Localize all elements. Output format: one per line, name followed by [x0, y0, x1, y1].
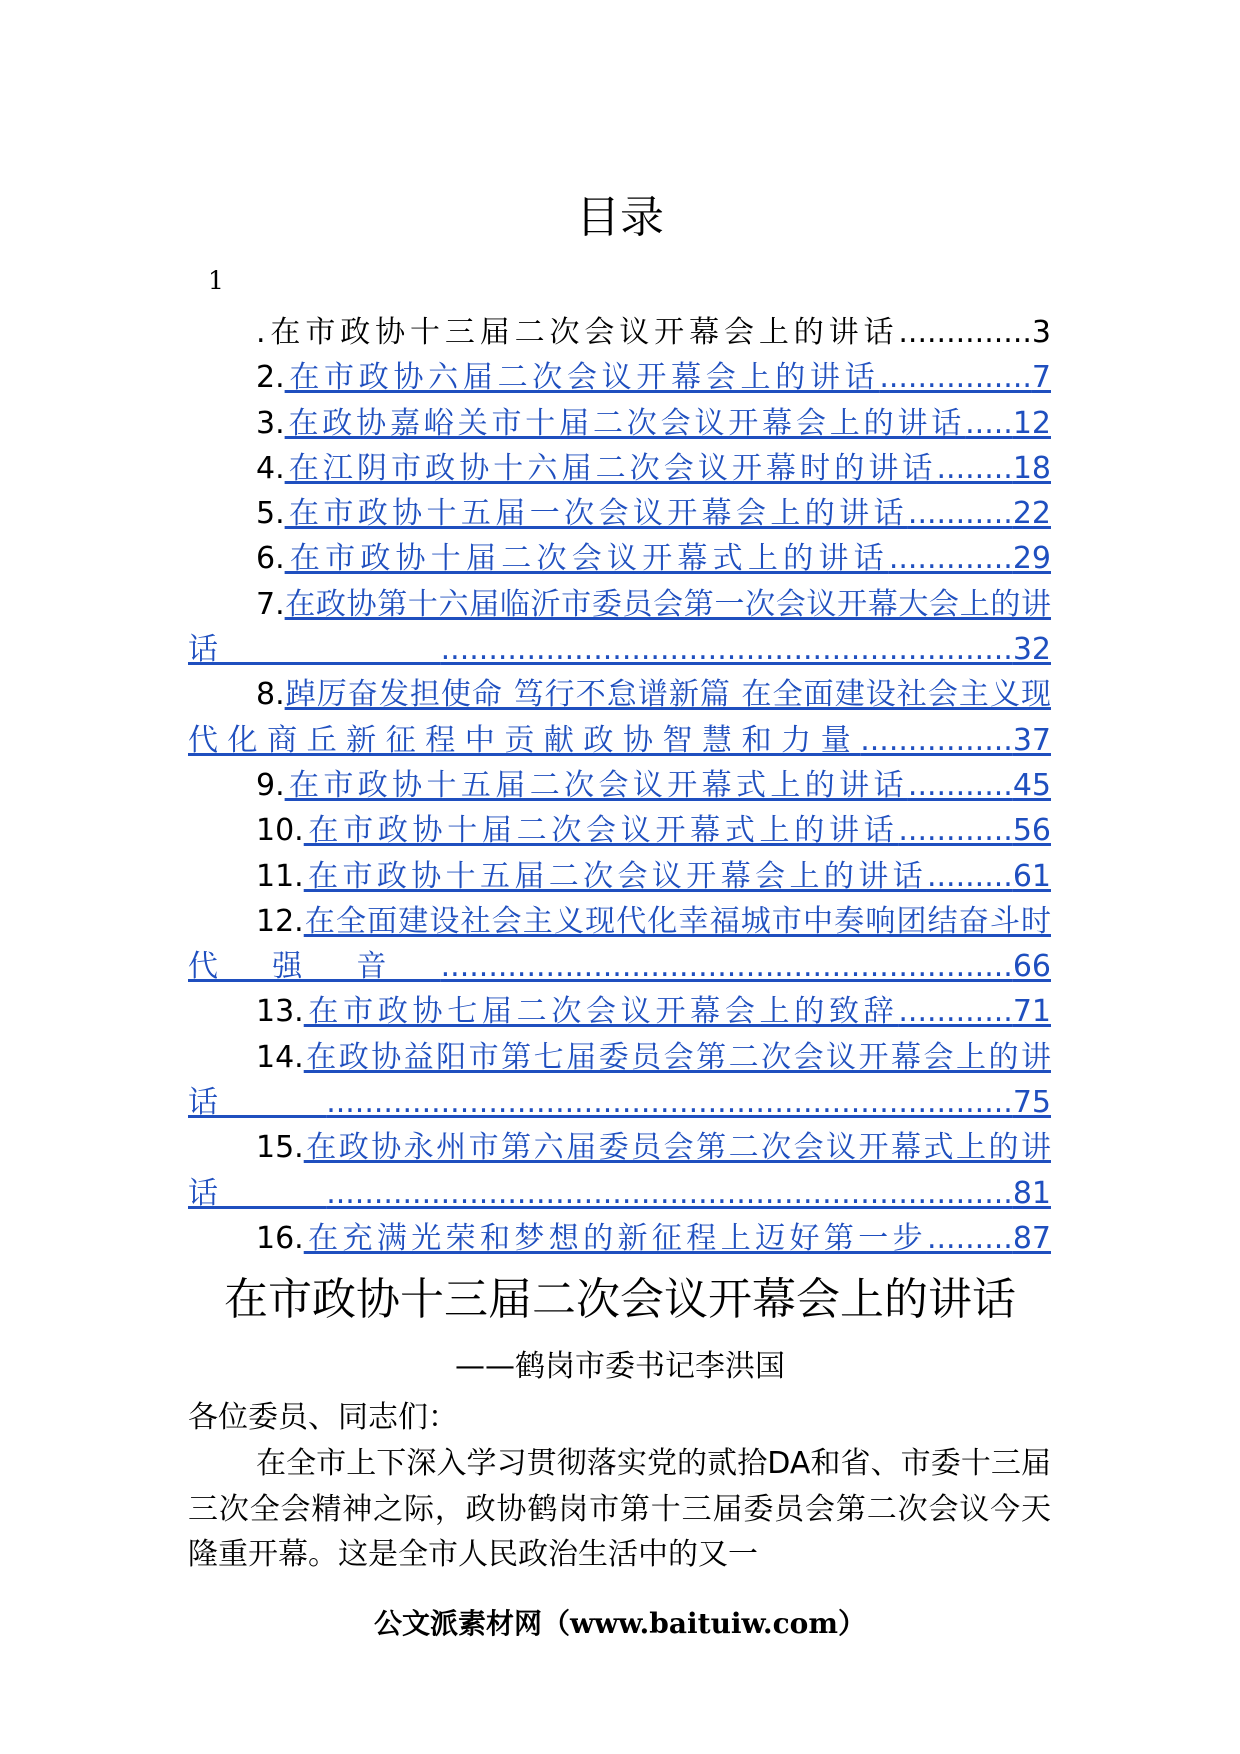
toc-entry-page: 81	[1012, 1175, 1051, 1211]
toc-entry-number: 16.	[256, 1220, 304, 1256]
toc-entry-page: 22	[1012, 496, 1051, 532]
toc-entry-link[interactable]	[285, 768, 1051, 803]
toc-entry[interactable]	[188, 582, 1051, 673]
toc-entry-title: 在政协第十六届临沂市委员会第一次会议开幕大会上的讲话	[188, 586, 1051, 668]
toc-entry-leader: .....	[965, 405, 1013, 441]
toc-entry[interactable]	[188, 446, 1051, 491]
toc-entry-page: 12	[1012, 405, 1051, 441]
toc-entry-page: 3	[1031, 315, 1051, 350]
toc-entry[interactable]	[188, 899, 1051, 990]
toc-entry-title: 在全面建设社会主义现代化幸福城市中奏响团结奋斗时代强音	[188, 903, 1051, 985]
toc-entry-link[interactable]	[285, 451, 1051, 486]
toc-entry	[188, 310, 1051, 355]
toc-entry-title: 在市政协六届二次会议开幕会上的讲话	[284, 360, 880, 396]
toc-entry-number: 11.	[256, 858, 304, 894]
toc-entry-title: 在市政协十届二次会议开幕式上的讲话	[303, 813, 899, 849]
toc-entry-leader: ................	[860, 722, 1013, 758]
toc-marker: 1	[208, 266, 224, 295]
salutation: 各位委员、同志们：	[188, 1400, 458, 1435]
toc-entry-title: 在市政协十届二次会议开幕式上的讲话	[284, 541, 889, 577]
toc-entry-title: 在市政协十五届一次会议开幕会上的讲话	[284, 496, 908, 532]
toc-entry-page: 61	[1012, 858, 1051, 894]
article-title: 在市政协十三届二次会议开幕会上的讲话	[224, 1274, 1016, 1325]
toc-entry-leader: .........	[926, 858, 1013, 894]
toc-entry-link[interactable]	[304, 813, 1051, 848]
toc-entry-link[interactable]	[304, 1221, 1051, 1256]
toc-entry-number: 13.	[256, 994, 304, 1030]
toc-entry-title: 在市政协七届二次会议开幕会上的致辞	[303, 994, 899, 1030]
toc-entry-page: 75	[1012, 1085, 1051, 1121]
toc-entry-number: 14.	[256, 1039, 304, 1075]
toc-entry-number: 6.	[256, 541, 285, 577]
toc-entry-leader: .........	[926, 1220, 1013, 1256]
toc-entry-title: 在江阴市政协十六届二次会议开幕时的讲话	[284, 450, 937, 486]
toc-entry-page: 7	[1031, 360, 1051, 396]
toc-entry-number: 2.	[256, 360, 285, 396]
toc-entry[interactable]	[188, 1125, 1051, 1216]
toc-entry-page: 32	[1012, 632, 1051, 668]
toc-entry[interactable]	[188, 854, 1051, 899]
toc-entry-leader: ........................................................................	[326, 1175, 1013, 1211]
toc-entry-number: 8.	[256, 677, 285, 713]
toc-entry-title: 在政协嘉峪关市十届二次会议开幕会上的讲话	[284, 405, 966, 441]
toc-entry-leader: ........	[936, 450, 1013, 486]
toc-entry-page: 87	[1012, 1220, 1051, 1256]
toc-entry-number: 9.	[256, 767, 285, 803]
toc-entry[interactable]	[188, 989, 1051, 1034]
toc-entry[interactable]	[188, 491, 1051, 536]
toc-entry-link[interactable]	[304, 859, 1051, 894]
toc-entry[interactable]	[188, 1035, 1051, 1126]
toc-entry[interactable]	[188, 763, 1051, 808]
table-of-contents	[188, 310, 1051, 1261]
toc-entry-link[interactable]	[285, 541, 1051, 576]
toc-entry-number: 4.	[256, 450, 285, 486]
toc-entry-page: 66	[1012, 949, 1051, 985]
toc-entry-link[interactable]	[188, 1130, 1051, 1210]
toc-entry-text	[266, 315, 1051, 350]
toc-entry-page: 71	[1012, 994, 1051, 1030]
toc-entry[interactable]	[188, 1216, 1051, 1261]
toc-entry-link[interactable]	[188, 677, 1051, 757]
toc-entry-page: 29	[1012, 541, 1051, 577]
toc-entry-link[interactable]	[285, 406, 1051, 441]
toc-entry-page: 56	[1012, 813, 1051, 849]
toc-entry[interactable]	[188, 808, 1051, 853]
toc-entry-number: 5.	[256, 496, 285, 532]
toc-entry[interactable]	[188, 401, 1051, 446]
toc-entry-link[interactable]	[188, 1040, 1051, 1120]
toc-entry-page: 45	[1012, 767, 1051, 803]
toc-entry[interactable]	[188, 536, 1051, 581]
toc-entry-leader: ..............	[898, 315, 1032, 350]
toc-entry-leader: .............	[888, 541, 1013, 577]
toc-entry-number: .	[256, 315, 266, 350]
toc-entry-leader: ................	[879, 360, 1032, 396]
toc-entry[interactable]	[188, 672, 1051, 763]
toc-title: 目录	[576, 192, 664, 243]
toc-entry-leader: ............	[898, 994, 1013, 1030]
toc-entry-title: 在政协益阳市第七届委员会第二次会议开幕会上的讲话	[188, 1039, 1051, 1121]
toc-entry-link[interactable]	[285, 496, 1051, 531]
toc-entry-number: 10.	[256, 813, 304, 849]
toc-entry-leader: ........................................................................	[326, 1085, 1013, 1121]
toc-entry-title: 在充满光荣和梦想的新征程上迈好第一步	[303, 1220, 927, 1256]
article-subtitle: ——鹤岗市委书记李洪国	[455, 1349, 785, 1384]
toc-entry-title: 在市政协十五届二次会议开幕式上的讲话	[284, 767, 908, 803]
toc-entry-title: 在市政协十三届二次会议开幕会上的讲话	[265, 315, 899, 350]
toc-entry-title: 踔厉奋发担使命 笃行不怠谱新篇 在全面建设社会主义现代化商丘新征程中贡献政协智慧和力量	[188, 677, 1051, 758]
footer-watermark: 公文派素材网（www.baituiw.com）	[374, 1607, 866, 1640]
toc-entry-leader: ............................................................	[440, 632, 1013, 668]
toc-entry-link[interactable]	[304, 994, 1051, 1029]
toc-entry-title: 在政协永州市第六届委员会第二次会议开幕式上的讲话	[188, 1130, 1051, 1211]
toc-entry-link[interactable]	[188, 904, 1051, 984]
toc-entry-number: 7.	[256, 586, 285, 622]
toc-entry-title: 在市政协十五届二次会议开幕会上的讲话	[303, 858, 927, 894]
body-paragraph: 在全市上下深入学习贯彻落实党的贰拾DA和省、市委十三届三次全会精神之际，政协鹤岗市第十三届委员会第二次会议今天隆重开幕。这是全市人民政治生活中的又一	[188, 1446, 1051, 1572]
toc-entry-leader: ............	[898, 813, 1013, 849]
toc-entry-link[interactable]	[285, 360, 1051, 395]
toc-entry-page: 37	[1012, 722, 1051, 758]
toc-entry-leader: ...........	[907, 767, 1013, 803]
toc-entry-leader: ...........	[907, 496, 1013, 532]
toc-entry[interactable]	[188, 355, 1051, 400]
toc-entry-leader: ............................................................	[440, 949, 1013, 985]
toc-entry-number: 3.	[256, 405, 285, 441]
toc-entry-page: 18	[1012, 450, 1051, 486]
toc-entry-link[interactable]	[188, 587, 1051, 667]
toc-entry-number: 15.	[256, 1130, 304, 1166]
toc-entry-number: 12.	[256, 903, 304, 939]
